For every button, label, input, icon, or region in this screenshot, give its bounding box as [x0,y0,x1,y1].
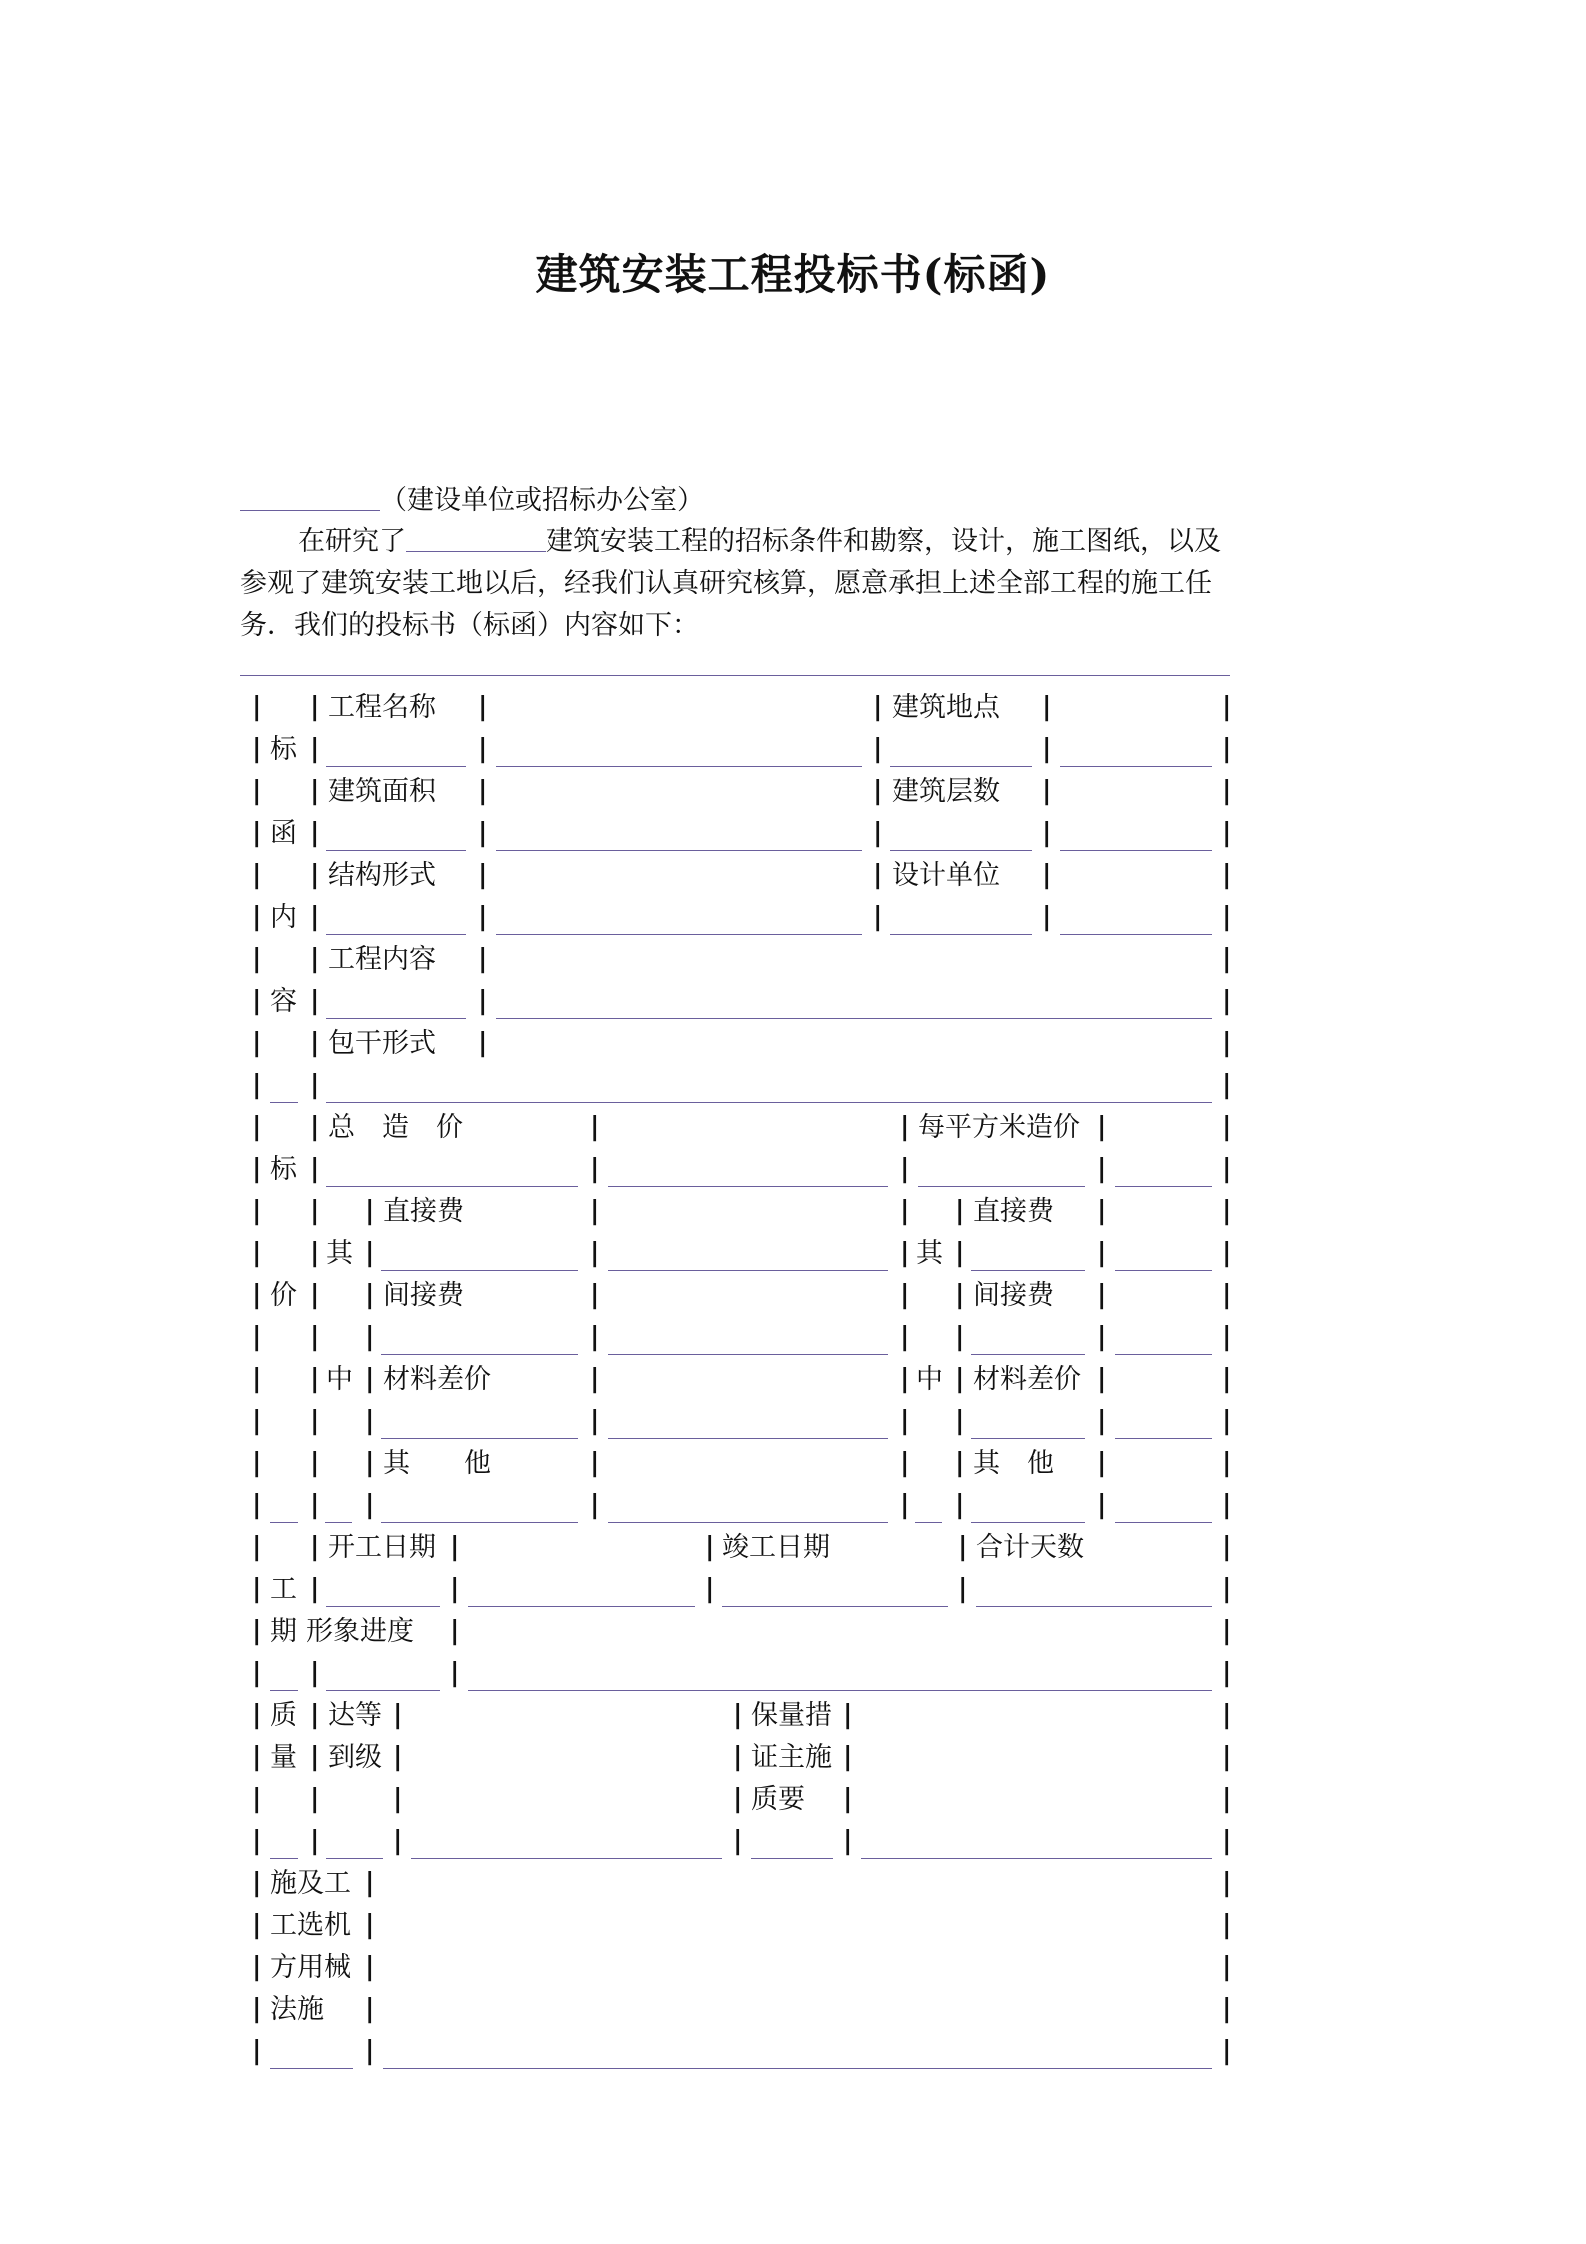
cost-item-label: 直接费 [973,1196,1054,1227]
quality-label: 达等 [328,1700,382,1731]
column-divider: | [955,1322,965,1352]
column-divider: | [310,1154,320,1184]
label-underline [381,1522,578,1523]
column-divider: | [310,1364,320,1394]
section-label: 工 [270,1574,297,1605]
column-divider: | [705,1574,715,1604]
section-end-line [270,1690,298,1691]
column-divider: | [900,1490,910,1520]
column-divider: | [1222,1658,1232,1688]
label-underline [326,1018,466,1019]
intro-line-3: 务．我们的投标书（标函）内容如下： [240,610,699,641]
column-divider: | [733,1784,743,1814]
column-divider: | [900,1196,910,1226]
column-divider: | [843,1826,853,1856]
field-label: 包干形式 [328,1028,436,1059]
cost-input-right[interactable] [1115,1438,1212,1439]
column-divider: | [252,818,262,848]
column-divider: | [1222,734,1232,764]
value-input-line[interactable] [1060,766,1212,767]
column-divider: | [873,860,883,890]
column-divider: | [252,1322,262,1352]
column-divider: | [478,734,488,764]
label-underline [918,1186,1085,1187]
column-divider: | [252,1490,262,1520]
column-divider: | [955,1196,965,1226]
total-price-input[interactable] [608,1186,888,1187]
column-divider: | [1097,1448,1107,1478]
column-divider: | [310,1826,320,1856]
column-divider: | [1222,1070,1232,1100]
column-divider: | [955,1238,965,1268]
column-divider: | [393,1784,403,1814]
column-divider: | [310,1700,320,1730]
column-divider: | [478,692,488,722]
column-divider: | [1222,860,1232,890]
column-divider: | [1222,1364,1232,1394]
section-label: 质 [270,1700,297,1731]
label-underline [326,1186,578,1187]
column-divider: | [478,1028,488,1058]
column-divider: | [1222,692,1232,722]
finish-date-input[interactable] [722,1606,948,1607]
column-divider: | [252,1742,262,1772]
column-divider: | [252,1238,262,1268]
section-end-line [270,1102,298,1103]
cost-input-left[interactable] [608,1270,888,1271]
column-divider: | [365,1868,375,1898]
column-divider: | [252,860,262,890]
field-label: 工程内容 [328,944,436,975]
column-divider: | [450,1574,460,1604]
intro-text-2: 建筑安装工程的招标条件和勘察，设计，施工图纸，以及 [546,526,1221,557]
column-divider: | [310,1070,320,1100]
column-divider: | [365,1238,375,1268]
method-input-line[interactable] [383,2068,1212,2069]
column-divider: | [252,1868,262,1898]
column-divider: | [310,1112,320,1142]
addressee-blank[interactable] [240,509,380,511]
column-divider: | [252,1952,262,1982]
column-divider: | [900,1448,910,1478]
column-divider: | [310,1028,320,1058]
column-divider: | [1222,776,1232,806]
column-divider: | [1222,1532,1232,1562]
column-divider: | [733,1742,743,1772]
column-divider: | [590,1448,600,1478]
column-divider: | [252,1154,262,1184]
column-divider: | [733,1826,743,1856]
column-divider: | [873,692,883,722]
column-divider: | [252,1532,262,1562]
column-divider: | [900,1154,910,1184]
label-underline [890,934,1032,935]
column-divider: | [958,1574,968,1604]
column-divider: | [478,944,488,974]
subsection-end-line [325,1522,352,1523]
cost-input-right[interactable] [1115,1354,1212,1355]
value-input-line[interactable] [496,850,862,851]
column-divider: | [310,1196,320,1226]
column-divider: | [873,818,883,848]
column-divider: | [310,1280,320,1310]
column-divider: | [365,1490,375,1520]
label-underline [270,2068,353,2069]
section-label: 方用械 [270,1952,351,1983]
label-underline [326,1858,383,1859]
column-divider: | [310,1532,320,1562]
section-label: 期 [270,1616,297,1647]
column-divider: | [1097,1154,1107,1184]
column-divider: | [590,1322,600,1352]
column-divider: | [1042,734,1052,764]
column-divider: | [310,986,320,1016]
column-divider: | [252,1700,262,1730]
column-divider: | [1097,1322,1107,1352]
scope-input-line[interactable] [496,1018,1212,1019]
column-divider: | [478,818,488,848]
of-which-label: 其 [916,1238,943,1269]
column-divider: | [310,944,320,974]
project-name-blank[interactable] [406,550,546,552]
column-divider: | [900,1280,910,1310]
field-label: 建筑面积 [328,776,436,807]
column-divider: | [252,986,262,1016]
column-divider: | [590,1112,600,1142]
column-divider: | [590,1196,600,1226]
cost-input-right[interactable] [1115,1522,1212,1523]
value-input-line[interactable] [1060,934,1212,935]
column-divider: | [1222,986,1232,1016]
cost-input-left[interactable] [608,1522,888,1523]
column-divider: | [1222,1784,1232,1814]
section-label: 量 [270,1742,297,1773]
label-underline [326,1606,440,1607]
column-divider: | [1222,1616,1232,1646]
column-divider: | [843,1742,853,1772]
column-divider: | [900,1364,910,1394]
column-divider: | [1222,1448,1232,1478]
section-label: 标 [270,1154,297,1185]
column-divider: | [1097,1280,1107,1310]
cost-input-right[interactable] [1115,1270,1212,1271]
column-divider: | [1222,1112,1232,1142]
quality-label: 保量措 [751,1700,832,1731]
field-label: 结构形式 [328,860,436,891]
column-divider: | [252,1826,262,1856]
column-divider: | [1222,1742,1232,1772]
column-divider: | [843,1784,853,1814]
label-underline [971,1270,1085,1271]
column-divider: | [900,1322,910,1352]
field-label: 建筑层数 [892,776,1000,807]
column-divider: | [252,1112,262,1142]
schedule-label: 形象进度 [306,1616,414,1647]
column-divider: | [252,734,262,764]
price-label: 总 造 价 [328,1112,463,1143]
cost-item-label: 直接费 [383,1196,464,1227]
section-label: 价 [270,1280,297,1311]
column-divider: | [1222,1700,1232,1730]
total-days-input[interactable] [976,1606,1212,1607]
quality-label: 证主施 [751,1742,832,1773]
column-divider: | [590,1154,600,1184]
column-divider: | [1222,1196,1232,1226]
label-underline [751,1858,833,1859]
cost-item-label: 间接费 [383,1280,464,1311]
field-label: 工程名称 [328,692,436,723]
column-divider: | [252,1910,262,1940]
intro-line-2: 参观了建筑安装工地以后，经我们认真研究核算，愿意承担上述全部工程的施工任 [240,568,1212,599]
column-divider: | [310,1742,320,1772]
label-underline [890,850,1032,851]
section-label: 函 [270,818,297,849]
cost-item-label: 材料差价 [973,1364,1081,1395]
column-divider: | [1222,1868,1232,1898]
document-title: 建筑安装工程投标书(标函) [535,250,1051,299]
column-divider: | [955,1364,965,1394]
label-underline [971,1354,1085,1355]
column-divider: | [450,1658,460,1688]
column-divider: | [1222,1406,1232,1436]
column-divider: | [365,1364,375,1394]
column-divider: | [310,1574,320,1604]
form-top-border [240,675,1230,676]
intro-text-1: 在研究了 [298,526,406,557]
column-divider: | [1222,1238,1232,1268]
column-divider: | [252,692,262,722]
column-divider: | [365,1322,375,1352]
section-label: 施及工 [270,1868,351,1899]
value-input-line[interactable] [1060,850,1212,851]
column-divider: | [365,1448,375,1478]
label-underline [326,766,466,767]
column-divider: | [1222,1028,1232,1058]
start-date-input[interactable] [468,1606,695,1607]
section-end-line [270,1522,298,1523]
column-divider: | [1042,776,1052,806]
label-underline [971,1522,1085,1523]
column-divider: | [900,1406,910,1436]
column-divider: | [1097,1112,1107,1142]
column-divider: | [1042,860,1052,890]
column-divider: | [310,692,320,722]
field-label: 建筑地点 [892,692,1000,723]
column-divider: | [310,1238,320,1268]
column-divider: | [900,1112,910,1142]
value-input-line[interactable] [496,934,862,935]
column-divider: | [955,1406,965,1436]
column-divider: | [252,1196,262,1226]
section-end-line [270,1858,298,1859]
column-divider: | [310,1322,320,1352]
column-divider: | [310,734,320,764]
column-divider: | [450,1616,460,1646]
column-divider: | [365,2036,375,2066]
column-divider: | [365,1280,375,1310]
column-divider: | [1222,1826,1232,1856]
column-divider: | [365,1910,375,1940]
column-divider: | [1222,1490,1232,1520]
quality-label: 到级 [328,1742,382,1773]
column-divider: | [252,1616,262,1646]
per-sqm-price-input[interactable] [1115,1186,1212,1187]
column-divider: | [590,1406,600,1436]
label-underline [326,850,466,851]
column-divider: | [252,2036,262,2066]
column-divider: | [1222,902,1232,932]
subsection-end-line [915,1522,942,1523]
section-label: 标 [270,734,297,765]
column-divider: | [590,1364,600,1394]
label-underline [381,1438,578,1439]
column-divider: | [252,1364,262,1394]
column-divider: | [590,1490,600,1520]
column-divider: | [252,776,262,806]
column-divider: | [958,1532,968,1562]
schedule-label: 合计天数 [976,1532,1084,1563]
column-divider: | [478,776,488,806]
column-divider: | [252,1028,262,1058]
column-divider: | [1222,1280,1232,1310]
column-divider: | [1042,692,1052,722]
column-divider: | [1222,1154,1232,1184]
column-divider: | [873,734,883,764]
addressee-line [240,478,704,517]
column-divider: | [252,1406,262,1436]
schedule-label: 竣工日期 [722,1532,830,1563]
column-divider: | [1222,944,1232,974]
column-divider: | [252,1784,262,1814]
column-divider: | [252,1994,262,2024]
column-divider: | [310,860,320,890]
of-which-label: 中 [326,1364,353,1395]
column-divider: | [705,1532,715,1562]
column-divider: | [478,860,488,890]
price-label: 每平方米造价 [918,1112,1080,1143]
section-label: 法施 [270,1994,324,2025]
column-divider: | [365,1406,375,1436]
column-divider: | [1097,1364,1107,1394]
column-divider: | [1222,1322,1232,1352]
cost-item-label: 其 他 [973,1448,1054,1479]
progress-input[interactable] [468,1690,1212,1691]
quality-label: 质要 [751,1784,805,1815]
column-divider: | [393,1826,403,1856]
label-underline [326,934,466,935]
cost-item-label: 间接费 [973,1280,1054,1311]
of-which-label: 中 [916,1364,943,1395]
column-divider: | [1222,2036,1232,2066]
column-divider: | [1222,1574,1232,1604]
column-divider: | [365,1994,375,2024]
column-divider: | [252,1070,262,1100]
column-divider: | [873,902,883,932]
label-underline [381,1354,578,1355]
field-label: 设计单位 [892,860,1000,891]
column-divider: | [1097,1196,1107,1226]
section-label: 工选机 [270,1910,351,1941]
column-divider: | [310,1658,320,1688]
column-divider: | [1222,818,1232,848]
cost-input-left[interactable] [608,1438,888,1439]
column-divider: | [393,1700,403,1730]
column-divider: | [590,1238,600,1268]
column-divider: | [478,986,488,1016]
column-divider: | [1097,1238,1107,1268]
label-underline [381,1270,578,1271]
column-divider: | [955,1280,965,1310]
cost-item-label: 其 他 [383,1448,491,1479]
column-divider: | [252,944,262,974]
of-which-label: 其 [326,1238,353,1269]
column-divider: | [733,1700,743,1730]
column-divider: | [310,1448,320,1478]
column-divider: | [310,818,320,848]
column-divider: | [955,1490,965,1520]
column-divider: | [310,902,320,932]
contract-type-input-line[interactable] [326,1102,1212,1103]
column-divider: | [1042,902,1052,932]
column-divider: | [900,1238,910,1268]
column-divider: | [1222,1910,1232,1940]
cost-item-label: 材料差价 [383,1364,491,1395]
value-input-line[interactable] [496,766,862,767]
column-divider: | [450,1532,460,1562]
column-divider: | [310,1784,320,1814]
column-divider: | [843,1700,853,1730]
addressee-text: （建设单位或招标办公室） [380,485,704,516]
schedule-label: 开工日期 [328,1532,436,1563]
column-divider: | [252,1280,262,1310]
column-divider: | [310,1490,320,1520]
column-divider: | [590,1280,600,1310]
column-divider: | [1222,1994,1232,2024]
label-underline [971,1438,1085,1439]
column-divider: | [365,1952,375,1982]
column-divider: | [252,902,262,932]
column-divider: | [1097,1406,1107,1436]
column-divider: | [365,1196,375,1226]
quality-grade-input[interactable] [411,1858,722,1859]
intro-line-1 [298,519,1221,558]
quality-measures-input[interactable] [861,1858,1212,1859]
column-divider: | [393,1742,403,1772]
column-divider: | [252,1574,262,1604]
column-divider: | [252,1658,262,1688]
label-underline [326,1690,440,1691]
column-divider: | [955,1448,965,1478]
column-divider: | [478,902,488,932]
column-divider: | [873,776,883,806]
cost-input-left[interactable] [608,1354,888,1355]
column-divider: | [1097,1490,1107,1520]
column-divider: | [1222,1952,1232,1982]
column-divider: | [252,1448,262,1478]
section-label: 容 [270,986,297,1017]
label-underline [890,766,1032,767]
column-divider: | [310,776,320,806]
column-divider: | [310,1406,320,1436]
column-divider: | [1042,818,1052,848]
section-label: 内 [270,902,297,933]
